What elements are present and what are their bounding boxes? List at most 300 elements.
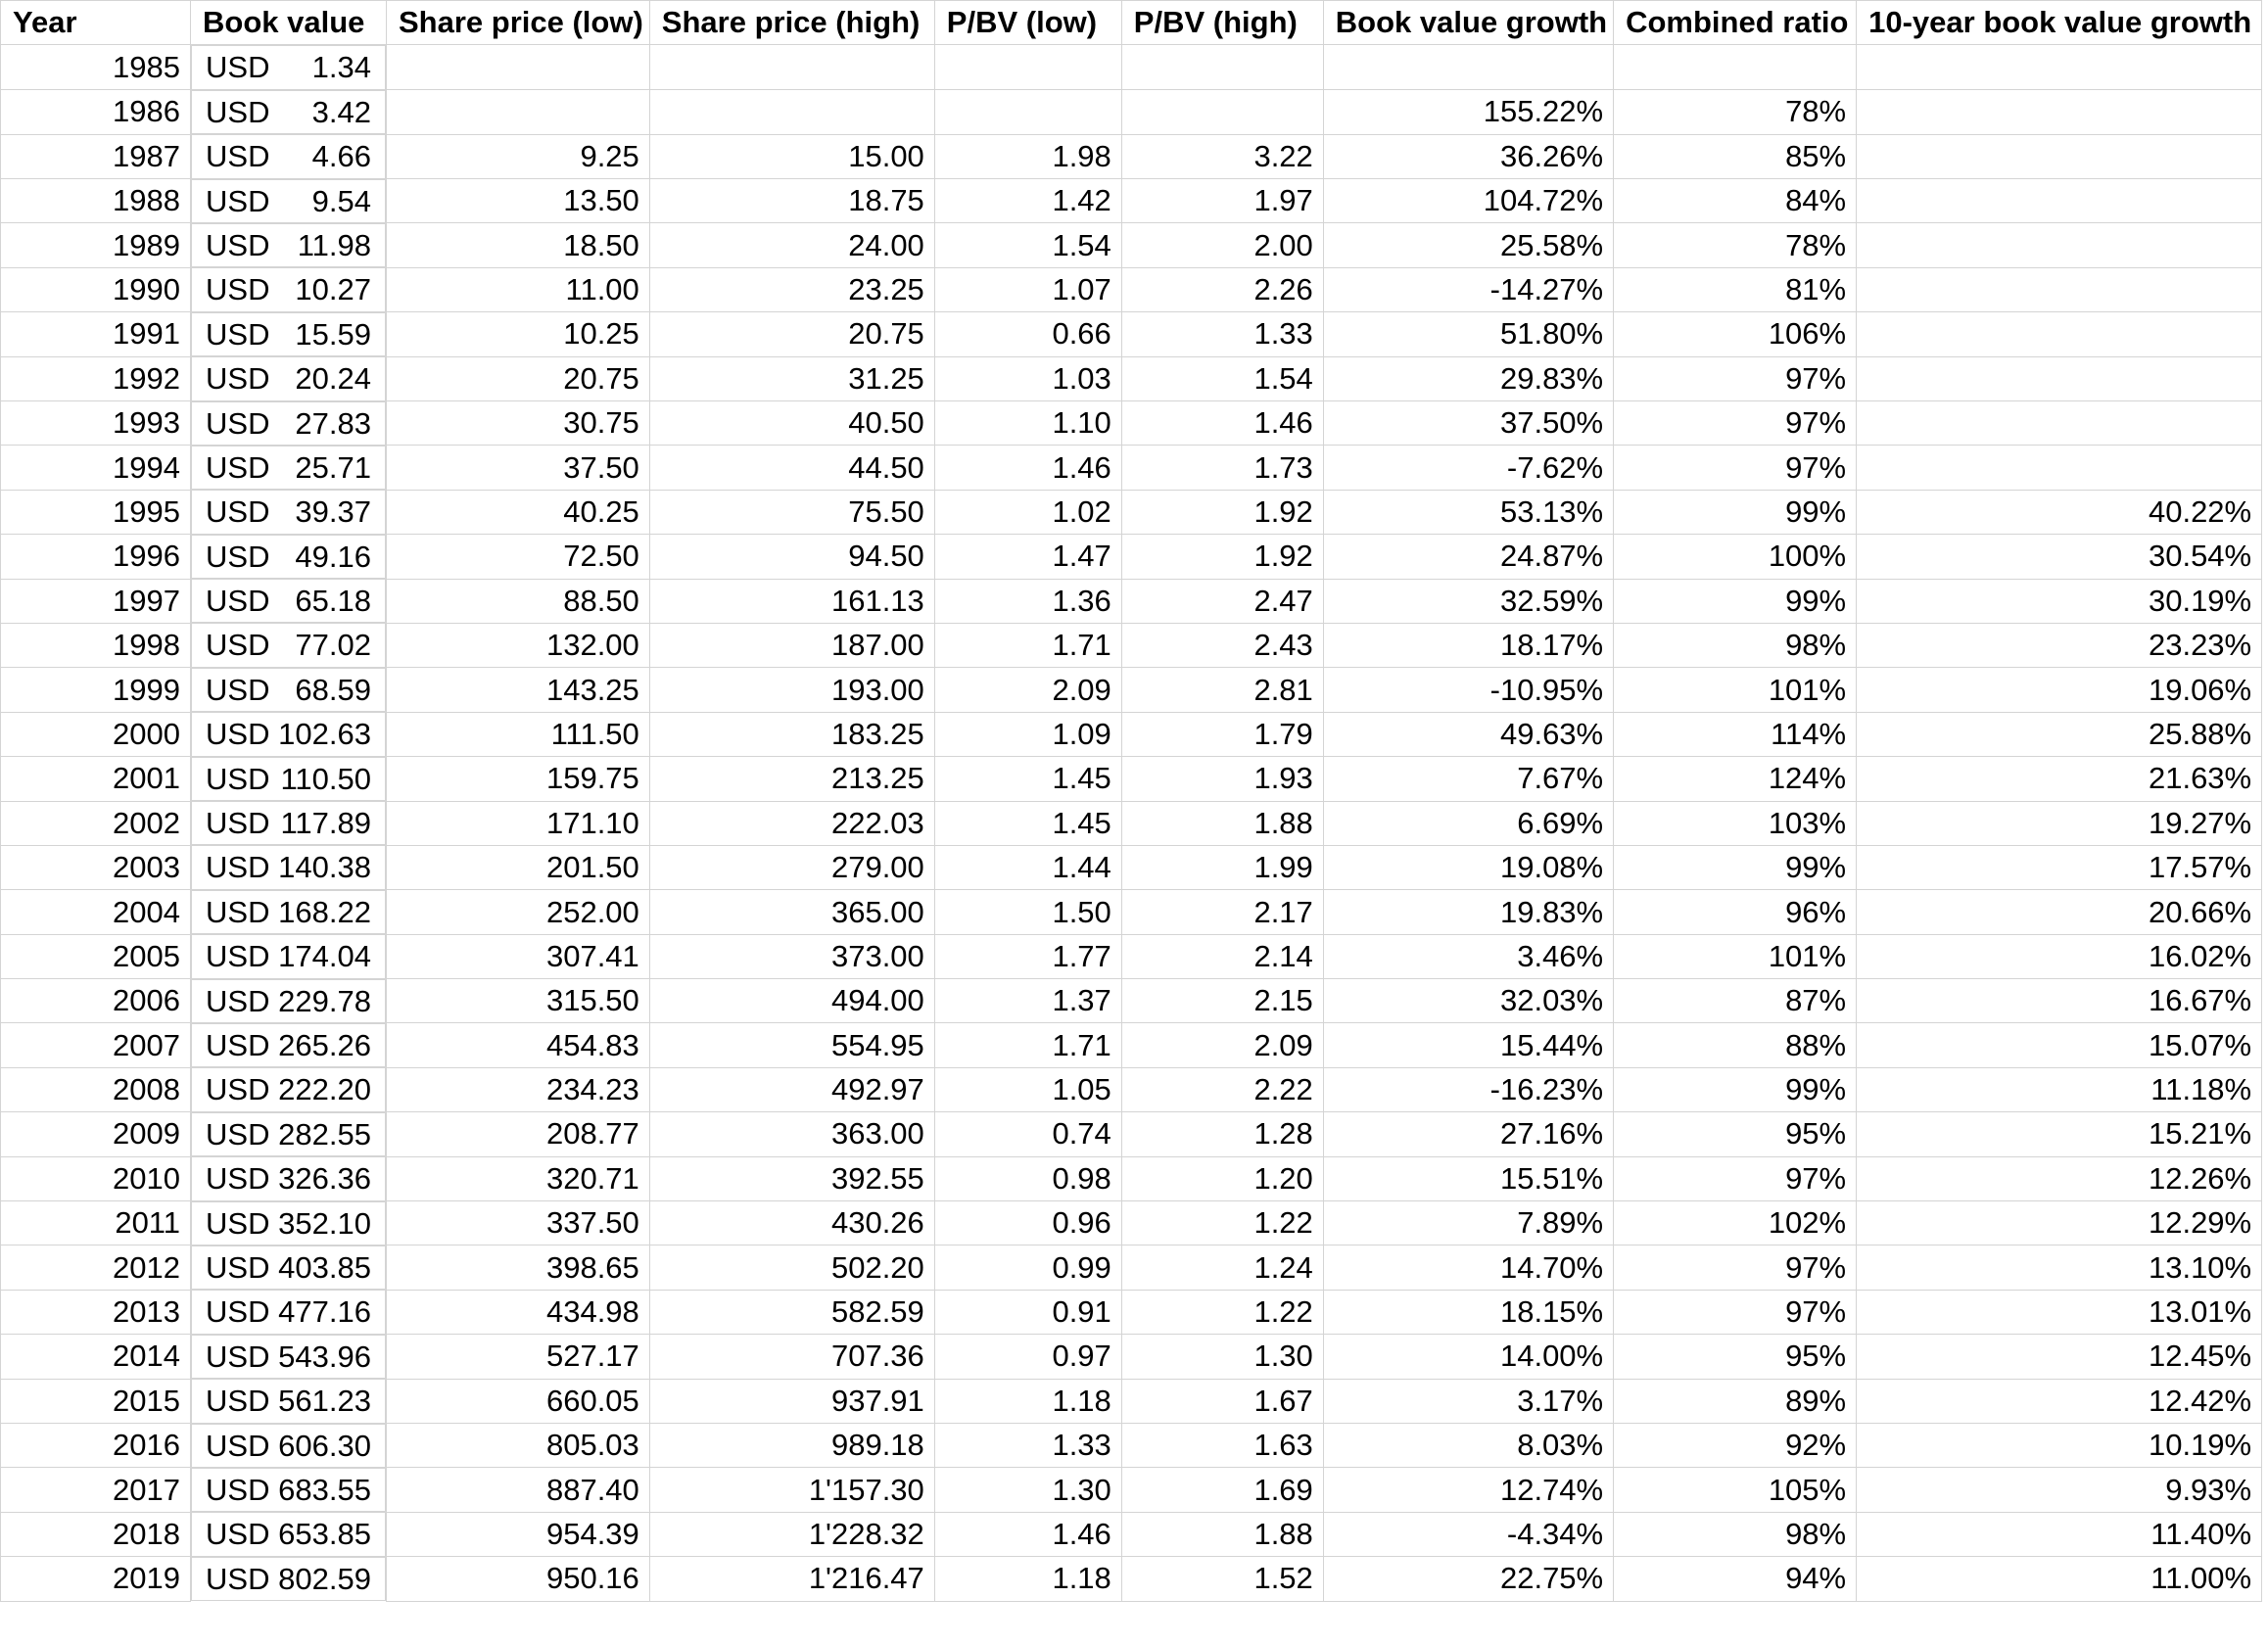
cell-book-value[interactable]	[191, 934, 386, 978]
cell-book-value[interactable]	[191, 579, 386, 623]
cell-share-price-high[interactable]: 20.75	[649, 312, 934, 356]
cell-book-value[interactable]	[191, 1424, 386, 1468]
cell-share-price-high[interactable]: 707.36	[649, 1335, 934, 1379]
cell-pbv-high[interactable]: 2.43	[1121, 623, 1323, 667]
cell-pbv-low[interactable]: 1.50	[934, 890, 1121, 934]
cell-year[interactable]: 2011	[1, 1201, 191, 1246]
cell-combined-ratio[interactable]: 97%	[1614, 401, 1857, 446]
cell-book-value-growth[interactable]: 19.08%	[1323, 845, 1613, 889]
cell-ten-year-book-value-growth[interactable]: 9.93%	[1857, 1468, 2262, 1512]
cell-pbv-low[interactable]: 1.30	[934, 1468, 1121, 1512]
cell-pbv-high[interactable]: 1.33	[1121, 312, 1323, 356]
cell-book-value-growth[interactable]: 29.83%	[1323, 356, 1613, 400]
cell-pbv-high[interactable]: 1.92	[1121, 535, 1323, 579]
cell-ten-year-book-value-growth[interactable]	[1857, 267, 2262, 311]
cell-book-value-growth[interactable]: 7.67%	[1323, 757, 1613, 801]
cell-ten-year-book-value-growth[interactable]: 11.40%	[1857, 1512, 2262, 1556]
cell-combined-ratio[interactable]: 84%	[1614, 179, 1857, 223]
cell-year[interactable]: 2010	[1, 1156, 191, 1200]
cell-pbv-high[interactable]: 2.14	[1121, 934, 1323, 978]
cell-book-value[interactable]	[191, 1112, 386, 1156]
cell-combined-ratio[interactable]: 78%	[1614, 90, 1857, 134]
cell-book-value[interactable]	[191, 1512, 386, 1556]
cell-share-price-low[interactable]: 159.75	[387, 757, 650, 801]
cell-book-value-growth[interactable]: 18.17%	[1323, 623, 1613, 667]
cell-pbv-low[interactable]: 1.36	[934, 579, 1121, 623]
cell-ten-year-book-value-growth[interactable]: 30.54%	[1857, 535, 2262, 579]
cell-share-price-low[interactable]: 171.10	[387, 801, 650, 845]
cell-ten-year-book-value-growth[interactable]: 19.27%	[1857, 801, 2262, 845]
cell-year[interactable]: 2000	[1, 712, 191, 756]
cell-combined-ratio[interactable]: 98%	[1614, 623, 1857, 667]
cell-book-value-growth[interactable]: -4.34%	[1323, 1512, 1613, 1556]
cell-ten-year-book-value-growth[interactable]: 23.23%	[1857, 623, 2262, 667]
cell-pbv-low[interactable]: 0.99	[934, 1246, 1121, 1290]
cell-share-price-high[interactable]: 363.00	[649, 1112, 934, 1156]
cell-pbv-low[interactable]: 1.10	[934, 401, 1121, 446]
cell-pbv-high[interactable]: 1.79	[1121, 712, 1323, 756]
cell-share-price-high[interactable]: 44.50	[649, 446, 934, 490]
cell-share-price-low[interactable]: 13.50	[387, 179, 650, 223]
cell-share-price-high[interactable]: 213.25	[649, 757, 934, 801]
cell-pbv-low[interactable]: 0.96	[934, 1201, 1121, 1246]
cell-pbv-high[interactable]: 1.22	[1121, 1201, 1323, 1246]
cell-year[interactable]: 2012	[1, 1246, 191, 1290]
cell-share-price-low[interactable]: 18.50	[387, 223, 650, 267]
cell-book-value-growth[interactable]: -14.27%	[1323, 267, 1613, 311]
cell-book-value-growth[interactable]: 104.72%	[1323, 179, 1613, 223]
cell-pbv-low[interactable]: 1.45	[934, 801, 1121, 845]
cell-share-price-high[interactable]: 94.50	[649, 535, 934, 579]
cell-book-value-growth[interactable]: 32.03%	[1323, 979, 1613, 1023]
cell-year[interactable]: 2007	[1, 1023, 191, 1067]
cell-share-price-high[interactable]: 161.13	[649, 579, 934, 623]
cell-book-value-growth[interactable]: -10.95%	[1323, 668, 1613, 712]
cell-ten-year-book-value-growth[interactable]: 12.29%	[1857, 1201, 2262, 1246]
cell-pbv-high[interactable]: 1.88	[1121, 1512, 1323, 1556]
cell-book-value[interactable]	[191, 401, 386, 446]
cell-pbv-high[interactable]: 1.28	[1121, 1112, 1323, 1156]
cell-share-price-low[interactable]: 527.17	[387, 1335, 650, 1379]
cell-year[interactable]: 1989	[1, 223, 191, 267]
cell-year[interactable]: 2014	[1, 1335, 191, 1379]
cell-pbv-low[interactable]: 1.33	[934, 1424, 1121, 1468]
cell-share-price-low[interactable]: 954.39	[387, 1512, 650, 1556]
cell-share-price-high[interactable]: 502.20	[649, 1246, 934, 1290]
cell-year[interactable]: 1985	[1, 45, 191, 90]
cell-share-price-high[interactable]: 187.00	[649, 623, 934, 667]
cell-share-price-low[interactable]: 20.75	[387, 356, 650, 400]
cell-pbv-low[interactable]: 1.18	[934, 1379, 1121, 1423]
cell-book-value[interactable]	[191, 845, 386, 889]
cell-pbv-high[interactable]: 1.97	[1121, 179, 1323, 223]
cell-combined-ratio[interactable]: 99%	[1614, 579, 1857, 623]
cell-book-value[interactable]	[191, 1379, 386, 1423]
cell-year[interactable]: 1992	[1, 356, 191, 400]
cell-year[interactable]: 2017	[1, 1468, 191, 1512]
cell-pbv-high[interactable]	[1121, 45, 1323, 90]
cell-share-price-high[interactable]: 582.59	[649, 1290, 934, 1334]
cell-share-price-high[interactable]: 1'157.30	[649, 1468, 934, 1512]
cell-book-value[interactable]	[191, 712, 386, 756]
cell-share-price-high[interactable]: 193.00	[649, 668, 934, 712]
cell-year[interactable]: 2008	[1, 1067, 191, 1111]
cell-share-price-high[interactable]: 31.25	[649, 356, 934, 400]
cell-share-price-low[interactable]: 30.75	[387, 401, 650, 446]
cell-combined-ratio[interactable]: 92%	[1614, 1424, 1857, 1468]
cell-share-price-high[interactable]: 183.25	[649, 712, 934, 756]
cell-book-value-growth[interactable]: 53.13%	[1323, 490, 1613, 534]
cell-share-price-low[interactable]: 398.65	[387, 1246, 650, 1290]
cell-book-value[interactable]	[191, 623, 386, 667]
cell-share-price-low[interactable]: 252.00	[387, 890, 650, 934]
cell-share-price-low[interactable]: 143.25	[387, 668, 650, 712]
cell-year[interactable]: 2001	[1, 757, 191, 801]
cell-ten-year-book-value-growth[interactable]	[1857, 312, 2262, 356]
cell-pbv-low[interactable]: 0.74	[934, 1112, 1121, 1156]
cell-pbv-high[interactable]: 1.73	[1121, 446, 1323, 490]
cell-book-value[interactable]	[191, 446, 386, 490]
cell-share-price-high[interactable]: 15.00	[649, 134, 934, 178]
cell-book-value[interactable]	[191, 1290, 386, 1334]
cell-book-value[interactable]	[191, 179, 386, 223]
cell-ten-year-book-value-growth[interactable]: 12.42%	[1857, 1379, 2262, 1423]
cell-pbv-low[interactable]: 1.42	[934, 179, 1121, 223]
cell-ten-year-book-value-growth[interactable]: 25.88%	[1857, 712, 2262, 756]
cell-book-value-growth[interactable]: 49.63%	[1323, 712, 1613, 756]
cell-book-value[interactable]	[191, 1067, 386, 1111]
cell-pbv-low[interactable]	[934, 45, 1121, 90]
cell-pbv-high[interactable]: 1.24	[1121, 1246, 1323, 1290]
cell-share-price-low[interactable]: 234.23	[387, 1067, 650, 1111]
cell-share-price-high[interactable]: 430.26	[649, 1201, 934, 1246]
cell-book-value[interactable]	[191, 979, 386, 1023]
cell-combined-ratio[interactable]: 105%	[1614, 1468, 1857, 1512]
cell-book-value[interactable]	[191, 267, 386, 311]
cell-book-value-growth[interactable]: 22.75%	[1323, 1557, 1613, 1601]
cell-ten-year-book-value-growth[interactable]: 15.21%	[1857, 1112, 2262, 1156]
cell-ten-year-book-value-growth[interactable]: 40.22%	[1857, 490, 2262, 534]
cell-pbv-high[interactable]: 1.46	[1121, 401, 1323, 446]
cell-book-value[interactable]	[191, 1201, 386, 1246]
column-header-book-value[interactable]: Book value	[191, 1, 387, 45]
cell-combined-ratio[interactable]: 96%	[1614, 890, 1857, 934]
cell-book-value[interactable]	[191, 801, 386, 845]
column-header-year[interactable]: Year	[1, 1, 191, 45]
cell-ten-year-book-value-growth[interactable]: 21.63%	[1857, 757, 2262, 801]
cell-year[interactable]: 2002	[1, 801, 191, 845]
cell-pbv-low[interactable]: 1.98	[934, 134, 1121, 178]
cell-combined-ratio[interactable]: 99%	[1614, 490, 1857, 534]
cell-share-price-high[interactable]: 1'216.47	[649, 1557, 934, 1601]
cell-share-price-low[interactable]: 805.03	[387, 1424, 650, 1468]
cell-combined-ratio[interactable]: 99%	[1614, 845, 1857, 889]
cell-year[interactable]: 1999	[1, 668, 191, 712]
cell-year[interactable]: 1990	[1, 267, 191, 311]
cell-combined-ratio[interactable]: 97%	[1614, 356, 1857, 400]
cell-combined-ratio[interactable]: 78%	[1614, 223, 1857, 267]
cell-book-value-growth[interactable]	[1323, 45, 1613, 90]
cell-share-price-low[interactable]: 37.50	[387, 446, 650, 490]
cell-share-price-high[interactable]: 365.00	[649, 890, 934, 934]
cell-share-price-high[interactable]: 1'228.32	[649, 1512, 934, 1556]
cell-book-value-growth[interactable]: 24.87%	[1323, 535, 1613, 579]
cell-book-value-growth[interactable]: 18.15%	[1323, 1290, 1613, 1334]
cell-year[interactable]: 1987	[1, 134, 191, 178]
cell-combined-ratio[interactable]: 88%	[1614, 1023, 1857, 1067]
cell-book-value-growth[interactable]: 36.26%	[1323, 134, 1613, 178]
cell-pbv-high[interactable]: 3.22	[1121, 134, 1323, 178]
cell-share-price-high[interactable]	[649, 45, 934, 90]
cell-book-value-growth[interactable]: 12.74%	[1323, 1468, 1613, 1512]
cell-combined-ratio[interactable]: 114%	[1614, 712, 1857, 756]
cell-share-price-low[interactable]: 40.25	[387, 490, 650, 534]
column-header-share-price-high[interactable]: Share price (high)	[649, 1, 934, 45]
cell-year[interactable]: 1994	[1, 446, 191, 490]
cell-year[interactable]: 1997	[1, 579, 191, 623]
cell-pbv-high[interactable]: 1.52	[1121, 1557, 1323, 1601]
cell-book-value[interactable]	[191, 490, 386, 534]
cell-share-price-high[interactable]	[649, 90, 934, 134]
cell-year[interactable]: 2018	[1, 1512, 191, 1556]
cell-pbv-low[interactable]: 1.07	[934, 267, 1121, 311]
cell-book-value[interactable]	[191, 1246, 386, 1290]
cell-book-value[interactable]	[191, 1557, 386, 1601]
cell-book-value-growth[interactable]: 15.51%	[1323, 1156, 1613, 1200]
cell-share-price-low[interactable]: 72.50	[387, 535, 650, 579]
column-header-pbv-low[interactable]: P/BV (low)	[934, 1, 1121, 45]
cell-pbv-low[interactable]: 1.09	[934, 712, 1121, 756]
cell-combined-ratio[interactable]: 94%	[1614, 1557, 1857, 1601]
column-header-book-value-growth[interactable]: Book value growth	[1323, 1, 1613, 45]
cell-pbv-low[interactable]: 1.47	[934, 535, 1121, 579]
cell-ten-year-book-value-growth[interactable]: 16.67%	[1857, 979, 2262, 1023]
cell-share-price-low[interactable]: 887.40	[387, 1468, 650, 1512]
cell-year[interactable]: 2006	[1, 979, 191, 1023]
cell-combined-ratio[interactable]: 97%	[1614, 1290, 1857, 1334]
cell-year[interactable]: 2004	[1, 890, 191, 934]
cell-combined-ratio[interactable]: 87%	[1614, 979, 1857, 1023]
cell-book-value[interactable]	[191, 1156, 386, 1200]
cell-book-value[interactable]	[191, 1468, 386, 1512]
cell-pbv-high[interactable]: 1.63	[1121, 1424, 1323, 1468]
cell-pbv-high[interactable]: 2.15	[1121, 979, 1323, 1023]
cell-book-value[interactable]	[191, 1335, 386, 1379]
cell-ten-year-book-value-growth[interactable]	[1857, 134, 2262, 178]
cell-ten-year-book-value-growth[interactable]	[1857, 401, 2262, 446]
cell-book-value-growth[interactable]: 6.69%	[1323, 801, 1613, 845]
cell-pbv-low[interactable]: 1.45	[934, 757, 1121, 801]
cell-year[interactable]: 2009	[1, 1112, 191, 1156]
cell-ten-year-book-value-growth[interactable]	[1857, 45, 2262, 90]
cell-year[interactable]: 2013	[1, 1290, 191, 1334]
column-header-pbv-high[interactable]: P/BV (high)	[1121, 1, 1323, 45]
cell-combined-ratio[interactable]: 106%	[1614, 312, 1857, 356]
cell-combined-ratio[interactable]: 100%	[1614, 535, 1857, 579]
cell-year[interactable]: 2003	[1, 845, 191, 889]
cell-combined-ratio[interactable]	[1614, 45, 1857, 90]
cell-year[interactable]: 1996	[1, 535, 191, 579]
cell-book-value-growth[interactable]: 3.46%	[1323, 934, 1613, 978]
cell-pbv-low[interactable]: 1.46	[934, 446, 1121, 490]
cell-book-value[interactable]	[191, 223, 386, 267]
cell-year[interactable]: 1998	[1, 623, 191, 667]
cell-share-price-low[interactable]: 660.05	[387, 1379, 650, 1423]
cell-share-price-high[interactable]: 18.75	[649, 179, 934, 223]
cell-pbv-low[interactable]: 1.37	[934, 979, 1121, 1023]
cell-combined-ratio[interactable]: 89%	[1614, 1379, 1857, 1423]
cell-year[interactable]: 2016	[1, 1424, 191, 1468]
cell-combined-ratio[interactable]: 85%	[1614, 134, 1857, 178]
cell-combined-ratio[interactable]: 103%	[1614, 801, 1857, 845]
cell-ten-year-book-value-growth[interactable]: 17.57%	[1857, 845, 2262, 889]
cell-book-value-growth[interactable]: 51.80%	[1323, 312, 1613, 356]
cell-share-price-low[interactable]: 307.41	[387, 934, 650, 978]
cell-share-price-high[interactable]: 75.50	[649, 490, 934, 534]
cell-book-value-growth[interactable]: 37.50%	[1323, 401, 1613, 446]
cell-book-value-growth[interactable]: -7.62%	[1323, 446, 1613, 490]
cell-combined-ratio[interactable]: 124%	[1614, 757, 1857, 801]
cell-pbv-high[interactable]	[1121, 90, 1323, 134]
cell-book-value-growth[interactable]: 19.83%	[1323, 890, 1613, 934]
cell-share-price-high[interactable]: 392.55	[649, 1156, 934, 1200]
cell-combined-ratio[interactable]: 97%	[1614, 1156, 1857, 1200]
column-header-ten-year-book-value-growth[interactable]: 10-year book value growth	[1857, 1, 2262, 45]
cell-year[interactable]: 1995	[1, 490, 191, 534]
cell-pbv-low[interactable]	[934, 90, 1121, 134]
cell-pbv-low[interactable]: 1.18	[934, 1557, 1121, 1601]
cell-share-price-low[interactable]: 111.50	[387, 712, 650, 756]
cell-combined-ratio[interactable]: 95%	[1614, 1112, 1857, 1156]
cell-ten-year-book-value-growth[interactable]: 30.19%	[1857, 579, 2262, 623]
cell-pbv-low[interactable]: 1.46	[934, 1512, 1121, 1556]
cell-pbv-high[interactable]: 2.26	[1121, 267, 1323, 311]
cell-pbv-high[interactable]: 1.54	[1121, 356, 1323, 400]
cell-pbv-low[interactable]: 0.91	[934, 1290, 1121, 1334]
column-header-combined-ratio[interactable]: Combined ratio	[1614, 1, 1857, 45]
cell-share-price-low[interactable]: 88.50	[387, 579, 650, 623]
cell-combined-ratio[interactable]: 102%	[1614, 1201, 1857, 1246]
column-header-share-price-low[interactable]: Share price (low)	[387, 1, 650, 45]
cell-pbv-low[interactable]: 1.54	[934, 223, 1121, 267]
cell-share-price-low[interactable]: 208.77	[387, 1112, 650, 1156]
cell-pbv-high[interactable]: 1.69	[1121, 1468, 1323, 1512]
cell-share-price-high[interactable]: 373.00	[649, 934, 934, 978]
cell-share-price-low[interactable]: 320.71	[387, 1156, 650, 1200]
cell-share-price-high[interactable]: 492.97	[649, 1067, 934, 1111]
cell-book-value-growth[interactable]: 8.03%	[1323, 1424, 1613, 1468]
cell-pbv-high[interactable]: 1.67	[1121, 1379, 1323, 1423]
cell-pbv-high[interactable]: 1.22	[1121, 1290, 1323, 1334]
cell-share-price-high[interactable]: 554.95	[649, 1023, 934, 1067]
cell-share-price-low[interactable]	[387, 90, 650, 134]
cell-ten-year-book-value-growth[interactable]: 13.10%	[1857, 1246, 2262, 1290]
cell-ten-year-book-value-growth[interactable]: 12.45%	[1857, 1335, 2262, 1379]
cell-combined-ratio[interactable]: 95%	[1614, 1335, 1857, 1379]
cell-ten-year-book-value-growth[interactable]: 13.01%	[1857, 1290, 2262, 1334]
cell-ten-year-book-value-growth[interactable]: 16.02%	[1857, 934, 2262, 978]
cell-book-value[interactable]	[191, 668, 386, 712]
cell-share-price-high[interactable]: 40.50	[649, 401, 934, 446]
cell-ten-year-book-value-growth[interactable]: 20.66%	[1857, 890, 2262, 934]
cell-book-value-growth[interactable]: 25.58%	[1323, 223, 1613, 267]
cell-combined-ratio[interactable]: 99%	[1614, 1067, 1857, 1111]
cell-book-value-growth[interactable]: 32.59%	[1323, 579, 1613, 623]
cell-pbv-low[interactable]: 1.02	[934, 490, 1121, 534]
cell-ten-year-book-value-growth[interactable]	[1857, 179, 2262, 223]
cell-share-price-high[interactable]: 989.18	[649, 1424, 934, 1468]
cell-year[interactable]: 2005	[1, 934, 191, 978]
cell-pbv-high[interactable]: 2.17	[1121, 890, 1323, 934]
cell-ten-year-book-value-growth[interactable]: 10.19%	[1857, 1424, 2262, 1468]
cell-pbv-low[interactable]: 1.77	[934, 934, 1121, 978]
cell-pbv-high[interactable]: 1.20	[1121, 1156, 1323, 1200]
cell-pbv-low[interactable]: 1.03	[934, 356, 1121, 400]
cell-combined-ratio[interactable]: 81%	[1614, 267, 1857, 311]
cell-share-price-high[interactable]: 222.03	[649, 801, 934, 845]
cell-ten-year-book-value-growth[interactable]	[1857, 223, 2262, 267]
cell-share-price-low[interactable]: 315.50	[387, 979, 650, 1023]
cell-book-value-growth[interactable]: 3.17%	[1323, 1379, 1613, 1423]
cell-book-value-growth[interactable]: 14.00%	[1323, 1335, 1613, 1379]
cell-share-price-high[interactable]: 494.00	[649, 979, 934, 1023]
cell-pbv-low[interactable]: 1.05	[934, 1067, 1121, 1111]
cell-pbv-high[interactable]: 2.09	[1121, 1023, 1323, 1067]
cell-pbv-high[interactable]: 2.00	[1121, 223, 1323, 267]
cell-combined-ratio[interactable]: 101%	[1614, 668, 1857, 712]
cell-pbv-high[interactable]: 1.93	[1121, 757, 1323, 801]
cell-book-value[interactable]	[191, 890, 386, 934]
cell-pbv-high[interactable]: 2.47	[1121, 579, 1323, 623]
cell-pbv-high[interactable]: 1.99	[1121, 845, 1323, 889]
cell-pbv-high[interactable]: 2.81	[1121, 668, 1323, 712]
cell-pbv-high[interactable]: 2.22	[1121, 1067, 1323, 1111]
cell-pbv-low[interactable]: 0.98	[934, 1156, 1121, 1200]
cell-book-value[interactable]	[191, 1023, 386, 1067]
cell-book-value[interactable]	[191, 90, 386, 134]
cell-share-price-high[interactable]: 279.00	[649, 845, 934, 889]
cell-book-value-growth[interactable]: 7.89%	[1323, 1201, 1613, 1246]
cell-year[interactable]: 1993	[1, 401, 191, 446]
cell-share-price-low[interactable]: 11.00	[387, 267, 650, 311]
cell-ten-year-book-value-growth[interactable]	[1857, 90, 2262, 134]
cell-book-value-growth[interactable]: 15.44%	[1323, 1023, 1613, 1067]
cell-year[interactable]: 1988	[1, 179, 191, 223]
cell-book-value[interactable]	[191, 535, 386, 579]
cell-share-price-high[interactable]: 24.00	[649, 223, 934, 267]
cell-share-price-low[interactable]: 454.83	[387, 1023, 650, 1067]
cell-ten-year-book-value-growth[interactable]	[1857, 356, 2262, 400]
cell-ten-year-book-value-growth[interactable]: 12.26%	[1857, 1156, 2262, 1200]
cell-share-price-low[interactable]: 201.50	[387, 845, 650, 889]
cell-share-price-low[interactable]: 434.98	[387, 1290, 650, 1334]
cell-ten-year-book-value-growth[interactable]	[1857, 446, 2262, 490]
cell-share-price-high[interactable]: 23.25	[649, 267, 934, 311]
cell-pbv-low[interactable]: 0.66	[934, 312, 1121, 356]
cell-pbv-low[interactable]: 1.71	[934, 1023, 1121, 1067]
cell-book-value[interactable]	[191, 45, 386, 89]
cell-combined-ratio[interactable]: 101%	[1614, 934, 1857, 978]
cell-book-value[interactable]	[191, 356, 386, 400]
cell-year[interactable]: 1986	[1, 90, 191, 134]
cell-pbv-low[interactable]: 0.97	[934, 1335, 1121, 1379]
cell-book-value-growth[interactable]: 14.70%	[1323, 1246, 1613, 1290]
cell-ten-year-book-value-growth[interactable]: 11.00%	[1857, 1557, 2262, 1601]
cell-share-price-low[interactable]: 132.00	[387, 623, 650, 667]
cell-book-value-growth[interactable]: 27.16%	[1323, 1112, 1613, 1156]
cell-share-price-high[interactable]: 937.91	[649, 1379, 934, 1423]
cell-combined-ratio[interactable]: 97%	[1614, 1246, 1857, 1290]
